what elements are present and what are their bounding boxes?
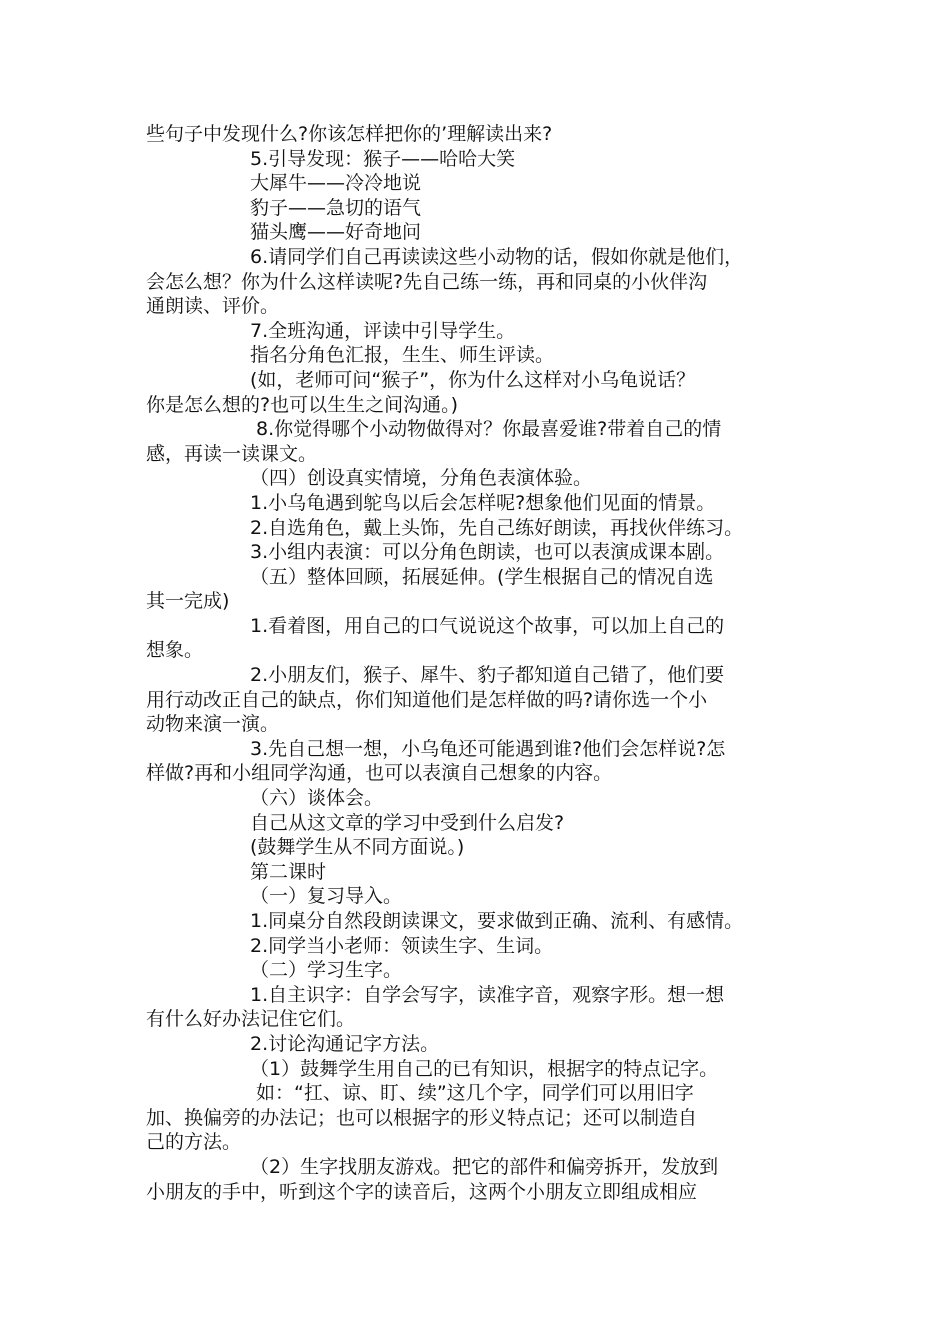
- text-line: 2.小朋友们，猴子、犀牛、豹子都知道自己错了，他们要: [250, 664, 725, 687]
- text-line: 1.小乌龟遇到鸵鸟以后会怎样呢?想象他们见面的情景。: [250, 491, 716, 514]
- text-line: 用行动改正自己的缺点，你们知道他们是怎样做的吗?请你选一个小: [146, 688, 708, 711]
- text-line: 5.引导发现：猴子——哈哈大笑: [250, 147, 516, 170]
- text-line: 大犀牛——冷冷地说: [250, 172, 422, 195]
- text-line: （六）谈体会。: [250, 787, 384, 810]
- text-line: 2.自选角色，戴上头饰，先自己练好朗读，再找伙伴练习。: [250, 516, 744, 539]
- text-line: 指名分角色汇报，生生、师生评读。: [250, 344, 555, 367]
- text-line: 样做?再和小组同学沟通，也可以表演自己想象的内容。: [146, 762, 613, 785]
- text-line: 如：“扛、谅、盯、续”这几个字，同学们可以用旧字: [256, 1082, 694, 1105]
- text-line: 第二课时: [250, 860, 327, 883]
- text-line: 动物来演一演。: [146, 713, 280, 736]
- text-line: （2）生字找朋友游戏。把它的部件和偏旁拆开，发放到: [250, 1155, 719, 1178]
- text-line: 2.讨论沟通记字方法。: [250, 1032, 440, 1055]
- text-line: (鼓舞学生从不同方面说。): [250, 836, 465, 859]
- text-line: 些句子中发现什么?你该怎样把你的’理解读出来?: [146, 123, 553, 145]
- text-line: 3.小组内表演：可以分角色朗读，也可以表演成课本剧。: [250, 541, 725, 564]
- text-line: 自己从这文章的学习中受到什么启发?: [250, 811, 565, 834]
- text-line: 感，再读一读课文。: [146, 442, 318, 465]
- text-line: （一）复习导入。: [250, 885, 403, 908]
- text-line: 其一完成): [146, 590, 230, 613]
- text-line: (如，老师可问“猴子”，你为什么这样对小乌龟说话？: [250, 368, 696, 391]
- lesson-plan-text: [146, 122, 826, 1204]
- text-line: （1）鼓舞学生用自己的已有知识，根据字的特点记字。: [250, 1057, 719, 1080]
- text-line: 8.你觉得哪个小动物做得对？你最喜爱谁?带着自己的情: [256, 418, 722, 441]
- text-line: 有什么好办法记住它们。: [146, 1008, 356, 1031]
- text-line: 豹子——急切的语气: [250, 196, 422, 219]
- text-line: （四）创设真实情境，分角色表演体验。: [250, 467, 593, 490]
- text-line: 猫头鹰——好奇地问: [250, 221, 422, 244]
- text-line: 你是怎么想的?也可以生生之间沟通。): [146, 393, 458, 416]
- text-line: 会怎么想？你为什么这样读呢?先自己练一练，再和同桌的小伙伴沟: [146, 270, 708, 293]
- text-line: 小朋友的手中，听到这个字的读音后，这两个小朋友立即组成相应: [146, 1180, 698, 1203]
- text-line: 想象。: [146, 639, 204, 662]
- text-line: 6.请同学们自己再读读这些小动物的话，假如你就是他们，: [250, 245, 744, 268]
- text-line: 7.全班沟通，评读中引导学生。: [250, 319, 516, 342]
- text-line: （二）学习生字。: [250, 959, 403, 982]
- text-line: 2.同学当小老师：领读生字、生词。: [250, 934, 554, 957]
- text-line: 1.自主识字：自学会写字，读准字音，观察字形。想一想: [250, 983, 725, 1006]
- text-line: 3.先自己想一想，小乌龟还可能遇到谁?他们会怎样说?怎: [250, 737, 726, 760]
- text-line: 1.看着图，用自己的口气说说这个故事，可以加上自己的: [250, 614, 725, 637]
- text-line: 己的方法。: [146, 1131, 242, 1154]
- text-line: 通朗读、评价。: [146, 295, 280, 318]
- text-line: （五）整体回顾，拓展延伸。(学生根据自己的情况自选: [250, 565, 714, 588]
- text-line: 加、换偏旁的办法记；也可以根据字的形义特点记；还可以制造自: [146, 1106, 698, 1129]
- text-line: 1.同桌分自然段朗读课文，要求做到正确、流利、有感情。: [250, 910, 744, 932]
